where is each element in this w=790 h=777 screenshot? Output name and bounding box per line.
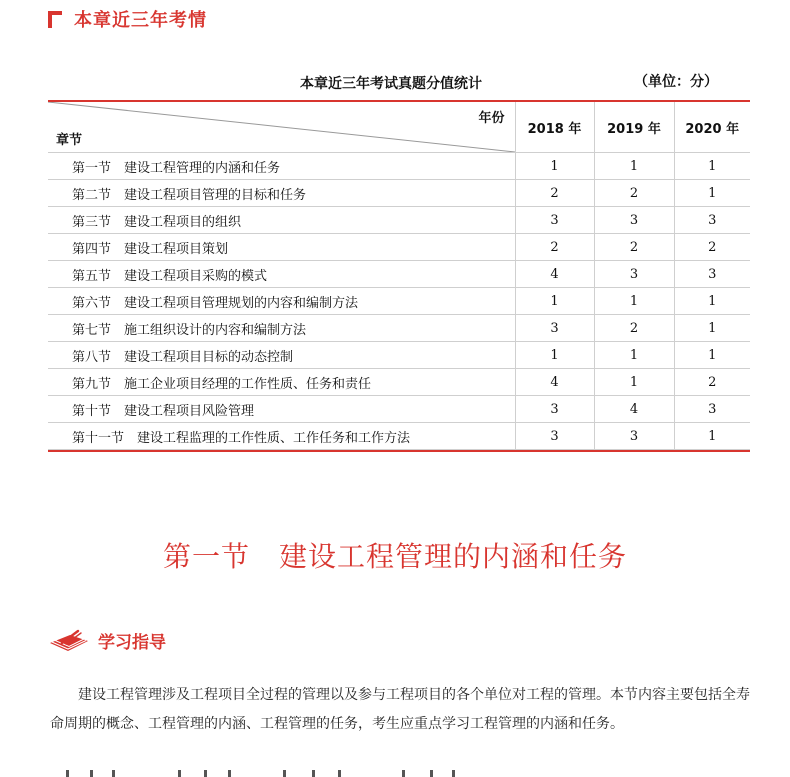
score-cell: 1 xyxy=(594,288,674,315)
section-name: 第四节 建设工程项目策划 xyxy=(48,234,515,261)
table-row xyxy=(48,342,750,369)
score-cell: 3 xyxy=(515,207,594,234)
table-row xyxy=(48,153,750,180)
table-row xyxy=(48,180,750,207)
section-name: 第二节 建设工程项目管理的目标和任务 xyxy=(48,180,515,207)
score-cell: 1 xyxy=(594,153,674,180)
year-header-2020: 2020 年 xyxy=(674,102,750,153)
section-name: 第十节 建设工程项目风险管理 xyxy=(48,396,515,423)
section-title: 第一节 建设工程管理的内涵和任务 xyxy=(162,540,627,573)
section-name: 第九节 施工企业项目经理的工作性质、任务和责任 xyxy=(48,369,515,396)
score-cell: 3 xyxy=(515,396,594,423)
table-row xyxy=(48,396,750,423)
score-cell: 2 xyxy=(674,234,750,261)
score-cell: 2 xyxy=(515,180,594,207)
diagonal-header-cell xyxy=(48,102,515,153)
intro-paragraph: 建设工程管理涉及工程项目全过程的管理以及参与工程项目的各个单位对工程的管理。本节内容主要包括全寿命周期的概念、工程管理的内涵、工程管理的任务，考生应重点学习工程管理的内涵和任务。 xyxy=(50,687,750,732)
table-row xyxy=(48,207,750,234)
section-name: 第五节 建设工程项目采购的模式 xyxy=(48,261,515,288)
score-cell: 1 xyxy=(515,153,594,180)
table-bottom-rule xyxy=(48,450,750,452)
section-name: 第一节 建设工程管理的内涵和任务 xyxy=(48,153,515,180)
score-cell: 1 xyxy=(674,288,750,315)
pen-and-book-icon xyxy=(48,629,90,653)
score-cell: 1 xyxy=(594,369,674,396)
table-row xyxy=(48,288,750,315)
score-cell: 3 xyxy=(674,396,750,423)
year-header-2019: 2019 年 xyxy=(594,102,674,153)
next-line-fragment xyxy=(0,768,790,777)
score-cell: 4 xyxy=(515,369,594,396)
table-row xyxy=(48,315,750,342)
table-header-row xyxy=(48,102,750,153)
score-cell: 2 xyxy=(594,180,674,207)
table-row xyxy=(48,423,750,450)
section-name: 第三节 建设工程项目的组织 xyxy=(48,207,515,234)
score-cell: 2 xyxy=(594,234,674,261)
score-cell: 1 xyxy=(674,342,750,369)
study-guide-heading xyxy=(48,628,166,653)
score-cell: 4 xyxy=(594,396,674,423)
table-row xyxy=(48,261,750,288)
chapter-exam-header xyxy=(48,6,207,32)
corner-label-year: 年份 xyxy=(478,111,505,126)
score-cell: 1 xyxy=(674,315,750,342)
score-cell: 3 xyxy=(594,261,674,288)
score-cell: 4 xyxy=(515,261,594,288)
section-name: 第十一节 建设工程监理的工作性质、工作任务和工作方法 xyxy=(48,423,515,450)
score-cell: 2 xyxy=(515,234,594,261)
table-row xyxy=(48,234,750,261)
section-name: 第八节 建设工程项目目标的动态控制 xyxy=(48,342,515,369)
score-cell: 3 xyxy=(515,315,594,342)
corner-label-chapter: 章节 xyxy=(56,133,83,148)
section-name: 第六节 建设工程项目管理规划的内容和编制方法 xyxy=(48,288,515,315)
table-unit: （单位：分） xyxy=(634,74,718,90)
table-caption: 本章近三年考试真题分值统计 xyxy=(300,76,482,92)
score-cell: 3 xyxy=(674,261,750,288)
score-cell: 1 xyxy=(515,342,594,369)
score-cell: 3 xyxy=(594,207,674,234)
intro-paragraph-block xyxy=(50,681,762,739)
score-cell: 1 xyxy=(674,180,750,207)
section-name: 第七节 施工组织设计的内容和编制方法 xyxy=(48,315,515,342)
score-cell: 1 xyxy=(594,342,674,369)
table-row xyxy=(48,369,750,396)
score-cell: 3 xyxy=(674,207,750,234)
score-cell: 3 xyxy=(515,423,594,450)
year-header-2018: 2018 年 xyxy=(515,102,594,153)
header-title: 本章近三年考情 xyxy=(74,10,207,31)
score-cell: 1 xyxy=(515,288,594,315)
score-cell: 2 xyxy=(674,369,750,396)
score-cell: 1 xyxy=(674,153,750,180)
score-cell: 3 xyxy=(594,423,674,450)
score-statistics-table xyxy=(48,100,750,452)
guide-label: 学习指导 xyxy=(98,633,166,653)
corner-bracket-icon xyxy=(48,11,62,28)
score-cell: 2 xyxy=(594,315,674,342)
diagonal-line xyxy=(48,102,515,152)
score-cell: 1 xyxy=(674,423,750,450)
